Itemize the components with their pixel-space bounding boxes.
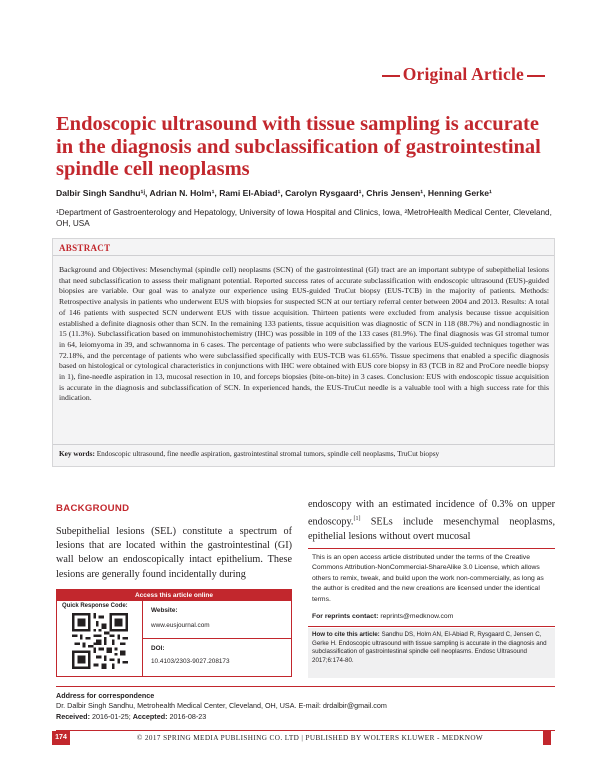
qr-code-icon[interactable] [72, 613, 128, 669]
reprints-label: For reprints contact: [312, 613, 379, 621]
background-right-part2: SELs include mesenchymal neoplasms, epithelial lesions without overt mucosal [308, 516, 555, 542]
keywords-label: Key words: [59, 449, 95, 458]
citation-text: Sandhu DS, Holm AN, El-Abiad R, Rysgaard C, Jensen C, Gerke H. Endoscopic ultrasound with tissue sampling is accurate in the diagnosis and subclassification of gastrointestinal spindle cell neoplasms. Endosc Ultrasound 2017;6:174-80. [312, 631, 547, 664]
keywords [59, 449, 553, 459]
section-tag-dash-right [527, 75, 545, 77]
footer-divider [56, 730, 555, 731]
abstract-heading: ABSTRACT [59, 243, 111, 253]
license-text: This is an open access article distributed under the terms of the Creative Commons Attribution-NonCommercial-ShareAlike 3.0 License, which allows others to remix, tweak, and build upon the work non-commercially, as long as the author is credited and the new creations are licensed under the identical terms. [312, 554, 544, 603]
background-heading: BACKGROUND [56, 503, 130, 514]
accepted-label: Accepted: [132, 711, 168, 721]
correspondence-divider [56, 686, 555, 687]
reprints-email[interactable]: reprints@medknow.com [380, 613, 454, 621]
qr-label: Quick Response Code: [62, 603, 128, 609]
access-heading: Access this article online [57, 590, 291, 601]
website-label: Website: [151, 607, 178, 614]
reference-link[interactable]: [1] [353, 516, 361, 523]
correspondence-text: Dr. Dalbir Singh Sandhu, Metrohealth Medical Center, Cleveland, OH, USA. E-mail: drdalbir@gmail.com [56, 701, 387, 711]
article-title: Endoscopic ultrasound with tissue sampling is accurate in the diagnosis and subclassification of gastrointestinal spindle cell neoplasms [56, 113, 541, 180]
access-divider-vertical [142, 601, 143, 677]
reprints-line [312, 612, 551, 622]
abstract-divider [53, 255, 554, 256]
accepted-date: 2016-08-23 [169, 711, 207, 721]
affiliation: ¹Department of Gastroenterology and Hepatology, University of Iowa Hospital and Clinics, Iowa, ²MetroHealth Medical Center, Cleveland, OH, USA [56, 208, 552, 228]
background-right-text [308, 498, 555, 544]
open-access-notice [308, 548, 555, 627]
background-right-part1: endoscopy with an estimated incidence of 0.3% on upper endoscopy. [308, 499, 555, 528]
section-tag-label: Original Article [402, 64, 524, 84]
background-left-text: Subepithelial lesions (SEL) constitute a spectrum of lesions that are located within the gastrointestinal (GI) wall below an endoscopically intact epithelium. These lesions are generally found incidentally during [56, 526, 292, 580]
citation-label: How to cite this article: [312, 631, 380, 638]
doi-link[interactable]: 10.4103/2303-9027.208173 [151, 658, 230, 665]
abstract-box [52, 238, 555, 467]
author-list: Dalbir Singh Sandhu¹ʲ, Adrian N. Holm¹, Rami El-Abiad¹, Carolyn Rysgaard¹, Chris Jensen¹, Henning Gerke¹ [56, 188, 492, 198]
keywords-list: Endoscopic ultrasound, fine needle aspiration, gastrointestinal stromal tumors, spindle cell neoplasms, TruCut biopsy [96, 449, 440, 458]
doi-label: DOI: [151, 645, 165, 652]
received-date: 2016-01-25; [91, 711, 131, 721]
received-label: Received: [56, 711, 90, 721]
footer-right-marker [543, 731, 551, 745]
website-link[interactable]: www.eusjournal.com [151, 622, 210, 629]
footer-copyright: © 2017 SPRING MEDIA PUBLISHING CO. LTD | PUBLISHED BY WOLTERS KLUWER - MEDKNOW [136, 734, 484, 742]
page-number: 174 [52, 731, 70, 745]
citation-box [308, 628, 555, 678]
keywords-divider [53, 444, 554, 445]
correspondence-label: Address for correspondence [56, 691, 155, 700]
section-tag-dash-left [382, 75, 400, 77]
section-tag [379, 64, 548, 85]
abstract-text: Background and Objectives: Mesenchymal (spindle cell) neoplasms (SCN) of the gastrointestinal (GI) tract are an important subtype of subepithelial lesions that need subclassification to assess their malignant potential. Reported success rates of accurate subclassification with endoscopic ultrasound (EUS)-guided biopsies are variable. Our goal was to analyze our experience using EUS-guided TruCut biopsy (EUS-TCB) in the majority of patients. Methods: Retrospective analysis in patients who underwent EUS with biopsies for suspected SCN at our tertiary referral center between 2004 and 2013. Results: A total of 146 patients with suspected SCN underwent EUS with tissue acquisition. Thirteen patients were excluded from analysis because tissue acquisition established a definite diagnosis other than SCN. In the remaining 133 patients, tissue acquisition was diagnostic of SCN in 118 (88.7%) and nondiagnostic in 15 (11.3%). Subclassification based on immunohistochemistry (IHC) was possible in 109 of the 133 cases (81.9%). The final diagnosis was GI stromal tumor in 64, leiomyoma in 39, and schwannoma in 6 cases. The percentage of patients who were subclassified by the various EUS-guided techniques together was 72.18%, and the percentage of patients who were subclassified specifically with EUS-TCB was 61.65%. Tissue specimens that enabled a specific diagnosis based on histological or cytological characteristics in conjunctions with IHC were obtained with EUS core biopsy in 83 (TCB in 82 and ProCore needle biopsy in 1), fine-needle aspiration in 13, mucosal resection in 10, and forceps biopsies (bite-on-bite) in 3 cases. Conclusion: EUS with endoscopic tissue acquisition is accurate in the diagnosis and subclassification of SCN. In experienced hands, the EUS-TruCut needle is a valuable tool with a high success rate for this indication. [59, 265, 549, 403]
access-divider-horizontal [142, 638, 292, 639]
correspondence-block [56, 691, 556, 722]
dates-line [56, 712, 556, 722]
access-online-box [56, 589, 292, 677]
